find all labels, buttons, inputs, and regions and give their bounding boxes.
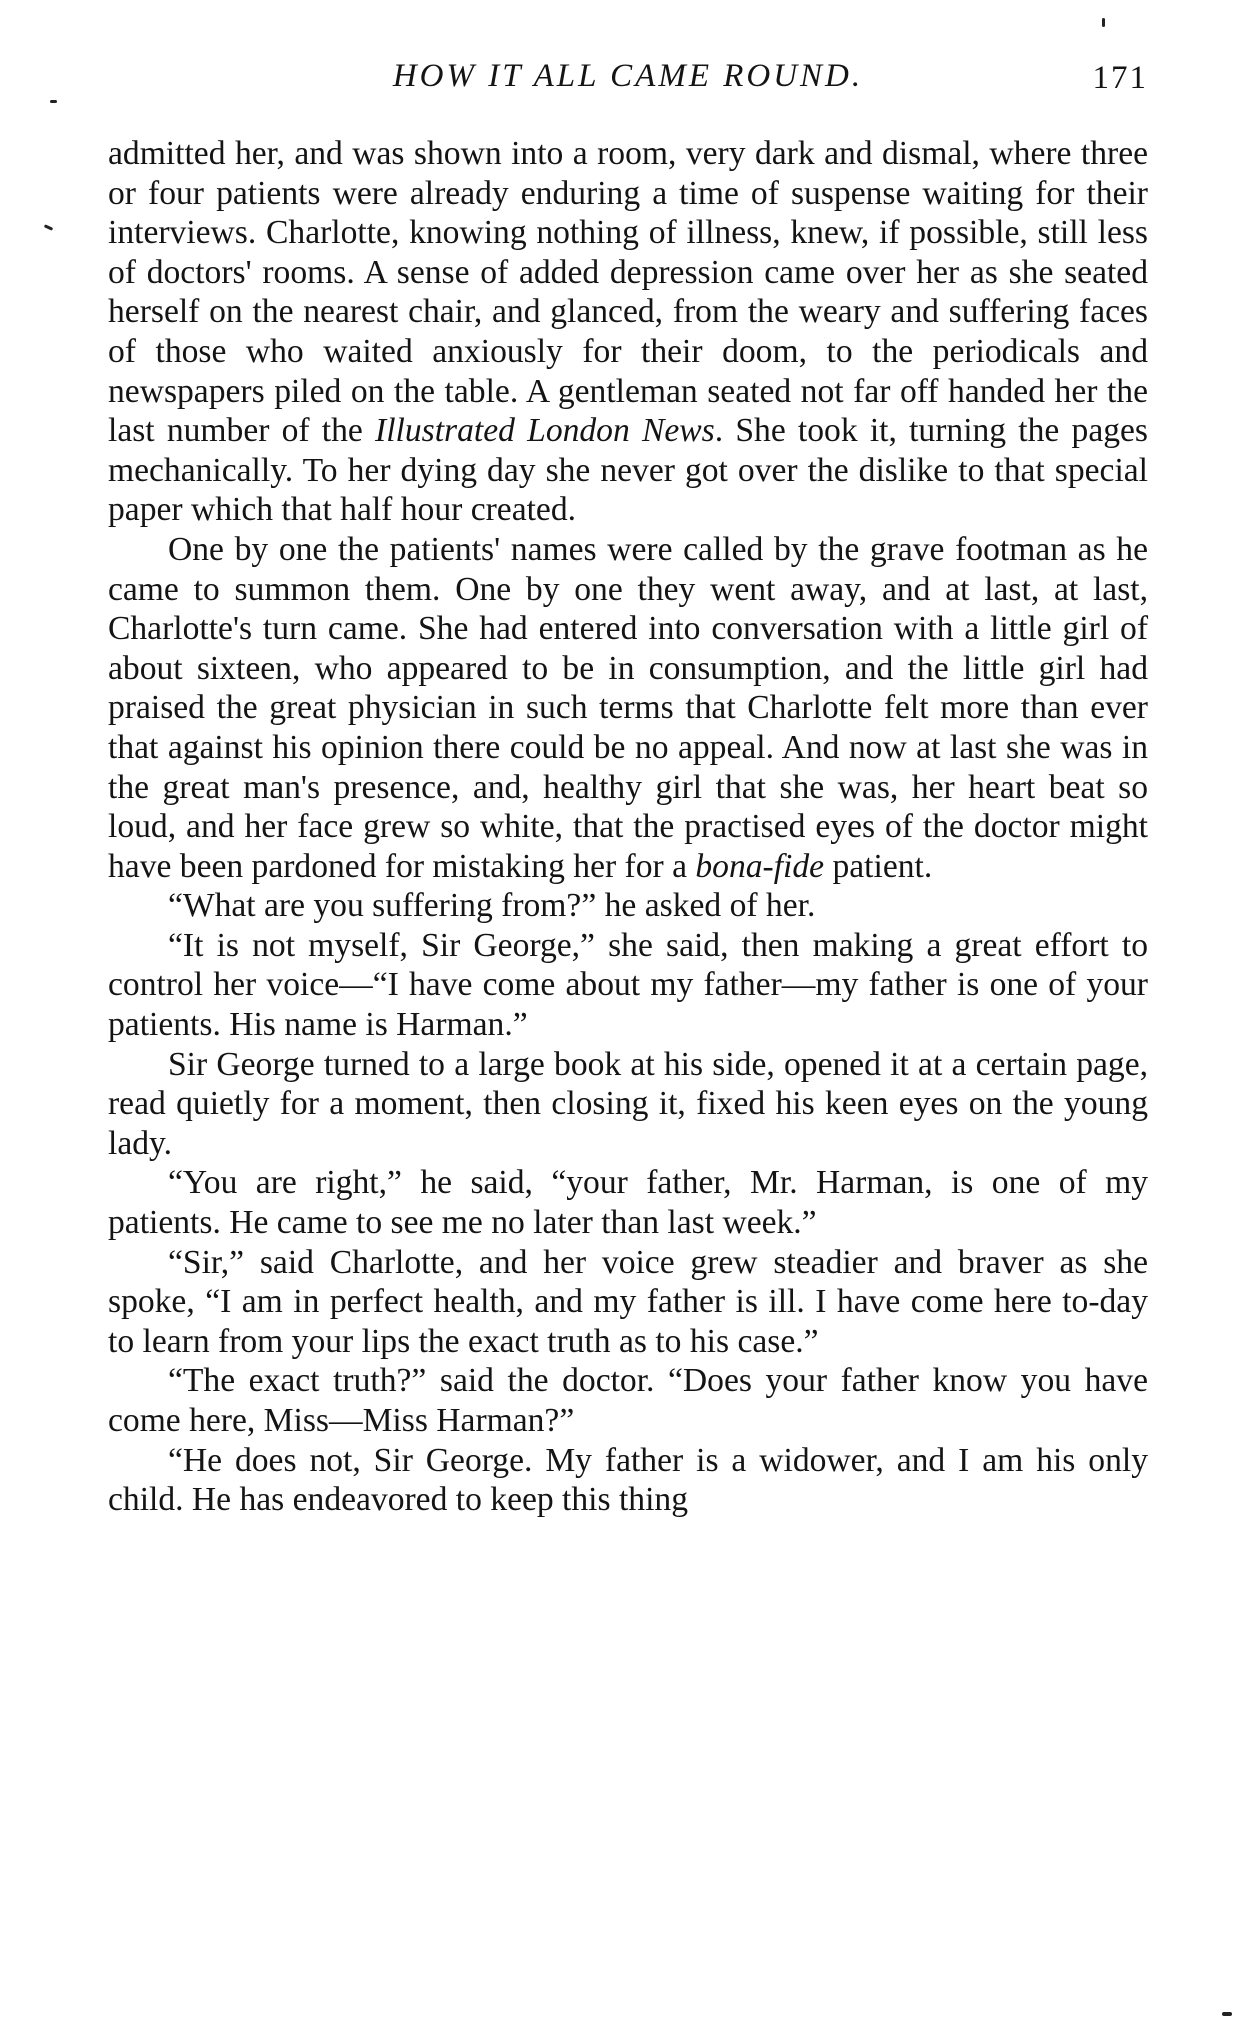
paragraph (108, 1243, 1148, 1362)
paragraph (108, 1163, 1148, 1242)
scan-speck (1222, 2012, 1232, 2016)
scan-speck (50, 100, 57, 103)
body-text (108, 134, 1148, 1520)
running-title: HOW IT ALL CAME ROUND. (392, 58, 864, 94)
paragraph (108, 1361, 1148, 1440)
scan-speck (1102, 18, 1105, 27)
paragraph (108, 1045, 1148, 1164)
text-run: . She took it, turning the pages mechanically. To her dying day she never got over the dislike to that special paper which that half hour created. (108, 412, 1148, 529)
paragraph (108, 926, 1148, 1045)
text-run: “You are right,” he said, “your father, Mr. Harman, is one of my patients. He came to see me no later than last week.” (108, 1164, 1148, 1242)
text-run: “He does not, Sir George. My father is a widower, and I am his only child. He has endeavored to keep this thing (108, 1441, 1148, 1519)
text-run: One by one the patients' names were called by the grave footman as he came to summon them. One by one they went away, and at last, at last, Charlotte's turn came. She had entered into conversation with a little girl of about sixteen, who appeared to be in consumption, and the little girl had praised the great physician in such terms that Charlotte felt more than ever that against his opinion there could be no appeal. And now at last she was in the great man's presence, and, healthy girl that she was, her heart beat so loud, and her face grew so white, that the practised eyes of the doctor might have been pardoned for mistaking her for a (108, 530, 1148, 885)
text-run: “What are you suffering from?” he asked of her. (168, 887, 816, 925)
text-run: “The exact truth?” said the doctor. “Does your father know you have come here, Miss—Miss Harman?” (108, 1362, 1148, 1439)
text-run: patient. (824, 847, 933, 885)
page-header (108, 58, 1148, 102)
italic-text: Illustrated London News (375, 412, 715, 450)
page-number: 171 (1092, 60, 1148, 96)
italic-text: bona-fide (695, 847, 825, 885)
text-run: “It is not myself, Sir George,” she said, then making a great effort to control her voice—“I have come about my father—my father is one of your patients. His name is Harman.” (108, 926, 1148, 1044)
scan-speck (44, 224, 53, 231)
paragraph (108, 1441, 1148, 1520)
paragraph (108, 134, 1148, 530)
text-run: admitted her, and was shown into a room, very dark and dismal, where three or four patients were already enduring a time of suspense waiting for their interviews. Charlotte, knowing nothing of illness, knew, if possible, still less of doctors' rooms. A sense of added depression came over her as she seated herself on the nearest chair, and glanced, from the weary and suffering faces of those who waited anxiously for their doom, to the periodicals and newspapers piled on the table. A gentleman seated not far off handed her the last number of the (108, 135, 1148, 450)
text-run: “Sir,” said Charlotte, and her voice grew steadier and braver as she spoke, “I am in perfect health, and my father is ill. I have come here to-day to learn from your lips the exact truth as to his case.” (108, 1243, 1148, 1360)
text-run: Sir George turned to a large book at his side, opened it at a certain page, read quietly for a moment, then closing it, fixed his keen eyes on the young lady. (108, 1045, 1148, 1162)
paragraph (108, 530, 1148, 886)
paragraph (108, 886, 1148, 926)
